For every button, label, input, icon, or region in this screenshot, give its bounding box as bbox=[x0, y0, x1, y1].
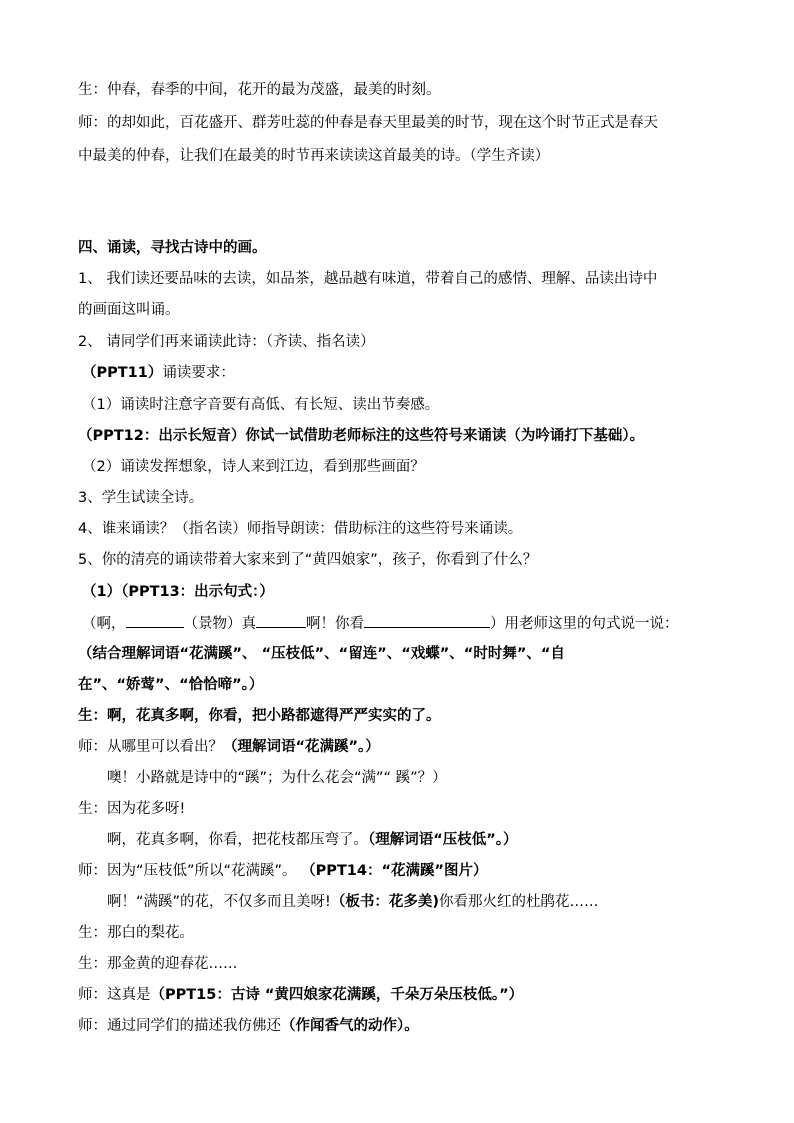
list-item-1: 1、 我们读还要品味的去读，如品茶，越品越有味道，带着自己的感情、理解、品读出诗中 bbox=[78, 271, 658, 287]
board-note: （板书：花多美) bbox=[330, 894, 439, 910]
sentence-pattern-line bbox=[82, 613, 679, 634]
teacher-line bbox=[78, 861, 488, 881]
paragraph-teacher-remark: 师：的却如此，百花盛开、群芳吐蕊的仲春是春天里最美的时节，现在这个时节正式是春天 bbox=[78, 115, 658, 131]
teacher-line bbox=[78, 985, 523, 1005]
list-item-2: 2、 请同学们再来诵读此诗：（齐读、指名读） bbox=[78, 334, 375, 350]
dialogue-note: （理解词语“压枝低”。） bbox=[368, 832, 518, 848]
teacher-line-text: 师：因为“压枝低”所以“花满蹊”。 bbox=[78, 863, 302, 879]
paragraph-student-answer: 生：仲春，春季的中间，花开的最为茂盛，最美的时刻。 bbox=[78, 82, 441, 98]
vocab-line: （结合理解词语“花满蹊”、 “压枝低”、“留连”、“戏蝶”、“时时舞”、“自 bbox=[78, 646, 565, 662]
dialogue-text: 啊！“满蹊”的花，不仅多而且美呀! bbox=[107, 894, 331, 910]
pattern-part-3: 啊！你看 bbox=[306, 616, 364, 632]
teacher-line-text: 师：通过同学们的描述我仿佛还 bbox=[78, 1018, 281, 1034]
dialogue-line bbox=[107, 830, 518, 850]
requirement-1: （1）诵读时注意字音要有高低、有长短、读出节奏感。 bbox=[82, 397, 440, 413]
fill-blank bbox=[364, 613, 490, 628]
ppt11-text: 诵读要求： bbox=[162, 365, 235, 381]
dialogue-line bbox=[107, 892, 598, 912]
pattern-part-1: （啊， bbox=[82, 616, 126, 632]
student-line: 生：啊，花真多啊，你看，把小路都遮得严严实实的了。 bbox=[78, 708, 441, 724]
ppt13-line: （1）（PPT13：出示句式：） bbox=[82, 584, 274, 600]
ppt11-line bbox=[82, 363, 235, 383]
student-line: 生：那金黄的迎春花…… bbox=[78, 956, 238, 972]
fill-blank bbox=[126, 613, 184, 628]
dialogue-text: 啊，花真多啊，你看，把花枝都压弯了。 bbox=[107, 832, 368, 848]
teacher-question-cont: 噢！小路就是诗中的“蹊”；为什么花会“满”“ 蹊”？） bbox=[107, 770, 447, 786]
paragraph-teacher-remark-cont: 中最美的仲春，让我们在最美的时节再来读读这首最美的诗。（学生齐读） bbox=[78, 148, 550, 164]
vocab-line-cont: 在”、“娇莺”、“恰恰啼”。） bbox=[78, 677, 264, 693]
requirement-2: （2）诵读发挥想象，诗人来到江边，看到那些画面？ bbox=[82, 459, 425, 475]
teacher-line-note: （PPT14：“花满蹊”图片） bbox=[301, 863, 488, 879]
list-item-1-cont: 的画面这叫诵。 bbox=[78, 302, 180, 318]
pattern-part-4: ）用老师这里的句式说一说： bbox=[490, 616, 679, 632]
teacher-question-note: （理解词语“花满蹊”。） bbox=[223, 739, 380, 755]
list-item-3: 3、学生试读全诗。 bbox=[78, 490, 204, 506]
ppt11-tag: （PPT11） bbox=[82, 365, 163, 381]
student-line: 生：那白的梨花。 bbox=[78, 925, 194, 941]
ppt15-note: （PPT15：古诗 “黄四娘家花满蹊，千朵万朵压枝低。”） bbox=[150, 987, 524, 1003]
action-note: （作闻香气的动作）。 bbox=[281, 1018, 419, 1034]
dialogue-text-cont: 你看那火红的杜鹃花…… bbox=[438, 894, 599, 910]
teacher-line-text: 师：这真是 bbox=[78, 987, 151, 1003]
section-heading: 四、诵读，寻找古诗中的画。 bbox=[78, 240, 267, 256]
ppt12-line: （PPT12：出示长短音）你试一试借助老师标注的这些符号来诵读（为吟诵打下基础）。 bbox=[78, 428, 645, 444]
pattern-part-2: （景物）真 bbox=[183, 616, 256, 632]
fill-blank bbox=[256, 613, 306, 628]
teacher-question bbox=[78, 737, 380, 757]
student-line: 生：因为花多呀! bbox=[78, 801, 186, 817]
list-item-5: 5、你的清亮的诵读带着大家来到了“黄四娘家”，孩子，你看到了什么？ bbox=[78, 552, 538, 568]
teacher-line bbox=[78, 1016, 419, 1036]
list-item-4: 4、谁来诵读？（指名读）师指导朗读：借助标注的这些符号来诵读。 bbox=[78, 521, 523, 537]
teacher-question-text: 师：从哪里可以看出？ bbox=[78, 739, 223, 755]
